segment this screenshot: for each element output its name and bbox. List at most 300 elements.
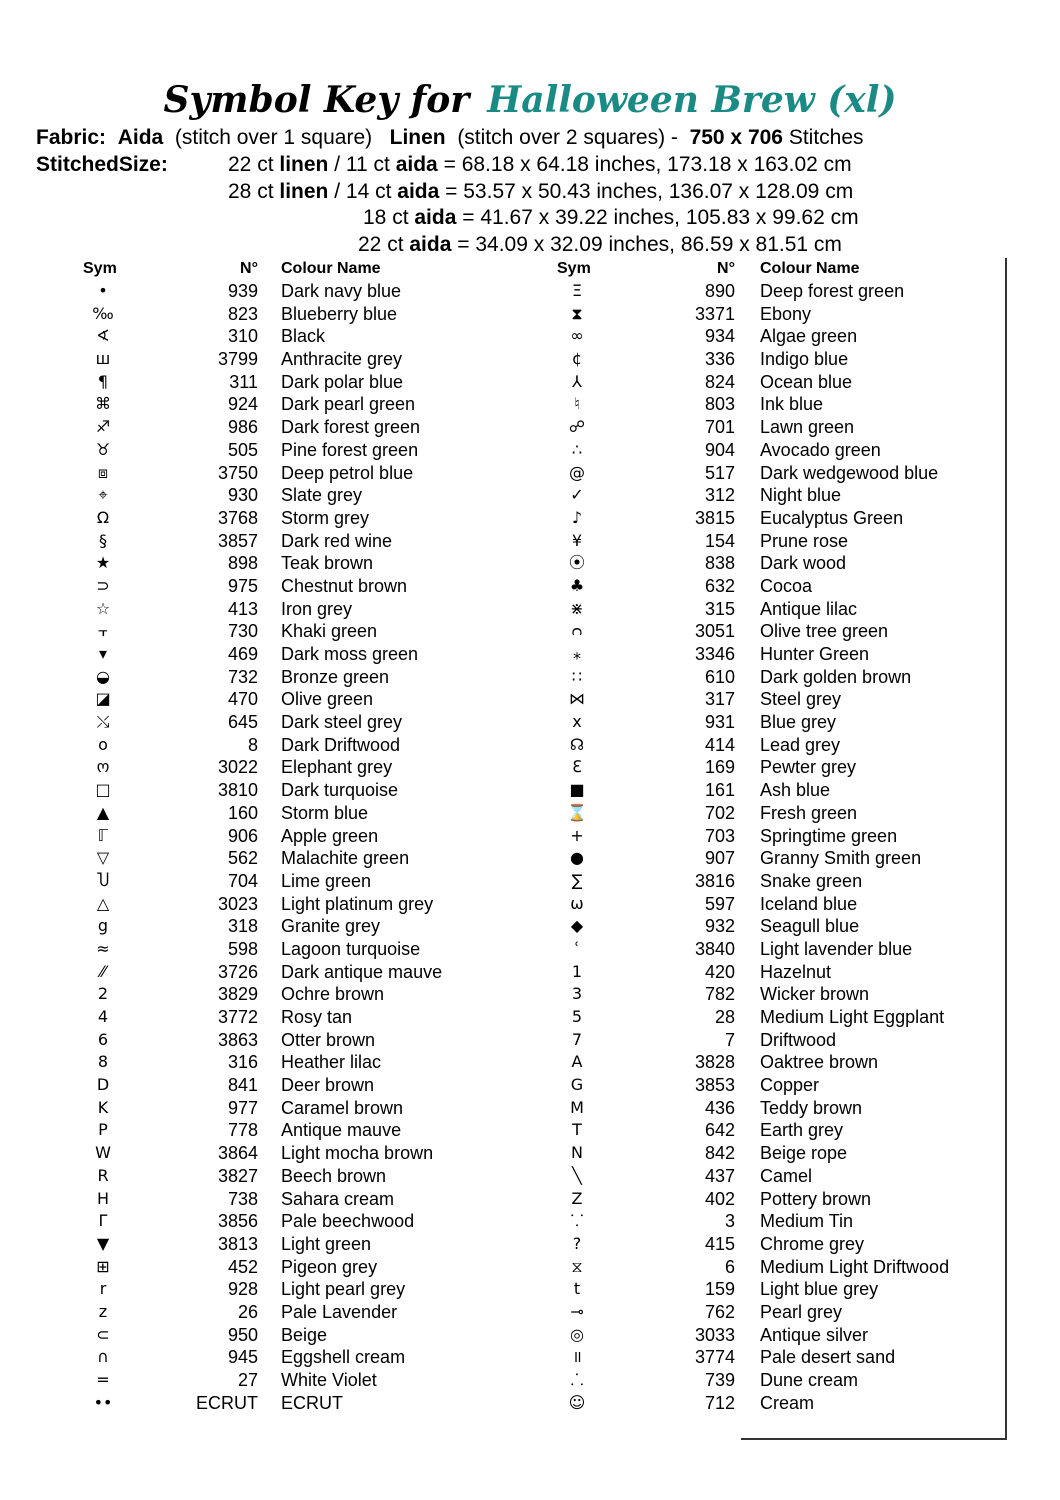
colour-name: Dark golden brown — [760, 666, 912, 687]
size-line-3 — [363, 205, 859, 231]
floss-number: 977 — [227, 1097, 258, 1118]
right-border-line — [1005, 258, 1007, 1440]
colour-name: Blue grey — [760, 712, 837, 733]
symbol-glyph: ⌘ — [95, 394, 111, 414]
symbol-glyph: = — [96, 1370, 110, 1389]
size-ct: 22 ct — [228, 153, 274, 176]
symbol-glyph: ☆ — [95, 598, 111, 618]
symbol-glyph: ▽ — [96, 848, 110, 868]
floss-number: 169 — [704, 757, 735, 778]
colour-name: Medium Light Driftwood — [760, 1256, 950, 1277]
colour-name: Pale beechwood — [281, 1211, 415, 1232]
symbol-glyph: ⦿ — [568, 553, 585, 573]
colour-name: Dark polar blue — [281, 371, 404, 392]
colour-name: Dune cream — [760, 1370, 859, 1390]
floss-number: 27 — [237, 1370, 258, 1390]
colour-name: Light green — [281, 1233, 372, 1254]
page-title — [0, 70, 1060, 130]
floss-number: 762 — [704, 1301, 735, 1322]
symbol-glyph: ∑ — [571, 870, 583, 890]
symbol-glyph: ? — [572, 1233, 582, 1253]
floss-number: 730 — [227, 621, 258, 642]
floss-number: 3051 — [694, 621, 735, 642]
colour-name: Steel grey — [760, 689, 842, 710]
colour-name: Malachite green — [281, 848, 410, 869]
symbol-glyph: ℾ — [97, 825, 109, 845]
floss-number: 3750 — [217, 462, 258, 483]
symbol-glyph: H — [96, 1188, 110, 1208]
colour-name: Heather lilac — [281, 1052, 382, 1073]
colour-name: Dark Driftwood — [281, 734, 401, 755]
symbol-glyph: △ — [96, 893, 110, 913]
symbol-glyph: 8 — [97, 1052, 109, 1072]
colour-name: Beech brown — [281, 1165, 387, 1186]
floss-number: 3033 — [694, 1324, 735, 1345]
size-fabric: linen — [279, 180, 329, 203]
floss-number: 803 — [704, 394, 735, 415]
header-num: N° — [717, 260, 735, 277]
floss-number: 3829 — [217, 984, 258, 1005]
size-ct: 18 ct — [363, 206, 409, 229]
colour-name: Caramel brown — [281, 1097, 404, 1118]
colour-name: Ebony — [760, 303, 812, 324]
symbol-glyph: ‰ — [92, 303, 114, 323]
size-dims: = 53.57 x 50.43 inches, 136.07 x 128.09 cm — [445, 180, 854, 203]
floss-number: 782 — [704, 984, 735, 1005]
floss-number: 316 — [227, 1052, 258, 1073]
size-line-4 — [358, 232, 842, 258]
symbol-glyph: ∷ — [571, 666, 583, 686]
floss-number: 505 — [227, 439, 258, 460]
symbol-glyph: ⁎ — [573, 644, 581, 663]
colour-name: Antique mauve — [281, 1120, 402, 1141]
colour-name: Granny Smith green — [760, 848, 922, 869]
colour-name: Khaki green — [281, 621, 378, 642]
colour-name: Iceland blue — [760, 893, 858, 914]
floss-number: 3772 — [217, 1007, 258, 1027]
symbol-glyph: t — [573, 1279, 581, 1299]
size-line-2 — [228, 179, 853, 205]
colour-name: Seagull blue — [760, 916, 860, 937]
symbol-glyph: 6 — [97, 1029, 109, 1049]
symbol-glyph: ⸪ — [570, 1211, 584, 1231]
floss-number: 712 — [704, 1392, 735, 1413]
floss-number: 436 — [704, 1097, 735, 1118]
colour-name: White Violet — [281, 1370, 377, 1390]
symbol-glyph: ш — [95, 349, 111, 369]
colour-name: Earth grey — [760, 1120, 844, 1141]
colour-name: Ocean blue — [760, 371, 853, 392]
colour-name: Pine forest green — [281, 439, 419, 460]
colour-name: Sahara cream — [281, 1188, 395, 1209]
symbol-glyph: ო — [96, 757, 110, 777]
colour-name: Dark forest green — [281, 417, 421, 438]
symbol-glyph: ¥ — [571, 530, 583, 550]
size-line-1 — [228, 152, 852, 178]
colour-name: Rosy tan — [281, 1007, 353, 1027]
symbol-glyph: ☍ — [568, 417, 586, 437]
symbol-glyph: N — [571, 1143, 583, 1163]
floss-number: 924 — [227, 394, 258, 415]
symbol-glyph: ʿ — [574, 938, 580, 958]
symbol-glyph: ♪ — [571, 507, 583, 527]
floss-number: 402 — [704, 1188, 735, 1209]
colour-name: Medium Tin — [760, 1211, 854, 1232]
symbol-glyph: ● — [570, 848, 584, 868]
symbol-glyph: z — [98, 1301, 108, 1321]
symbol-glyph: @ — [569, 462, 585, 482]
symbol-glyph: 2 — [97, 984, 109, 1004]
floss-number: 932 — [704, 916, 735, 937]
symbol-glyph: D — [96, 1075, 110, 1095]
colour-name: Dark wedgewood blue — [760, 462, 939, 483]
size-fabric: linen — [279, 153, 329, 176]
symbol-glyph: ◎ — [570, 1324, 584, 1344]
floss-number: 823 — [227, 303, 258, 324]
symbol-glyph: ∴ — [571, 439, 583, 459]
symbol-glyph: g — [97, 916, 109, 936]
floss-number: 3815 — [694, 507, 735, 528]
floss-number: 3853 — [694, 1075, 735, 1096]
floss-number: 632 — [704, 575, 735, 596]
header-sym: Sym — [557, 260, 591, 277]
colour-name: Beige — [281, 1324, 328, 1345]
floss-number: 928 — [227, 1279, 258, 1300]
size-fabric: aida — [397, 180, 440, 203]
floss-number: 732 — [227, 666, 258, 687]
floss-number: 738 — [227, 1188, 258, 1209]
colour-name: Chrome grey — [760, 1233, 865, 1254]
symbol-glyph: ▾ — [98, 644, 108, 663]
colour-name: Dark antique mauve — [281, 961, 443, 982]
symbol-glyph: 7 — [571, 1029, 583, 1049]
colour-name: Ash blue — [760, 780, 831, 801]
colour-name: Dark pearl green — [281, 394, 416, 415]
floss-number: 160 — [227, 802, 258, 823]
colour-name: Fresh green — [760, 802, 858, 823]
floss-number: 3371 — [694, 303, 735, 324]
floss-number: 931 — [704, 712, 735, 733]
symbol-glyph: ◆ — [570, 916, 584, 936]
floss-number: 28 — [714, 1007, 735, 1027]
floss-number: 3799 — [217, 349, 258, 370]
floss-number: 704 — [227, 870, 258, 891]
symbol-glyph: ■ — [569, 780, 585, 800]
floss-number: 437 — [704, 1165, 735, 1186]
floss-number: 598 — [227, 938, 258, 959]
stitched-size-label: StitchedSize: — [36, 153, 168, 176]
floss-number: 702 — [704, 802, 735, 823]
colour-name: Hazelnut — [760, 961, 832, 982]
colour-name: Otter brown — [281, 1029, 376, 1050]
symbol-glyph: ⋈ — [569, 689, 585, 709]
symbol-glyph: ᴒ — [571, 621, 583, 641]
symbol-glyph: ¶ — [97, 371, 109, 391]
floss-number: 3827 — [217, 1165, 258, 1186]
size-fabric: aida — [409, 233, 452, 256]
colour-name: Springtime green — [760, 825, 898, 846]
symbol-glyph: ⋇ — [570, 598, 584, 618]
colour-name: Olive green — [281, 689, 374, 710]
title-pattern-name: Halloween Brew (xl) — [487, 79, 897, 121]
size-fabric: aida — [414, 206, 457, 229]
floss-number: 517 — [704, 462, 735, 483]
colour-name: Lagoon turquoise — [281, 938, 421, 959]
symbol-glyph: § — [99, 530, 107, 550]
colour-name: Deer brown — [281, 1075, 375, 1096]
colour-name: Pottery brown — [760, 1188, 872, 1209]
symbol-glyph: ≈ — [96, 938, 110, 958]
floss-number: 26 — [237, 1301, 258, 1322]
colour-name: Pearl grey — [760, 1301, 843, 1322]
floss-number: 3816 — [694, 870, 735, 891]
floss-number: 3022 — [217, 757, 258, 778]
symbol-glyph: ∞ — [570, 326, 584, 346]
floss-number: 415 — [704, 1233, 735, 1254]
colour-name: Copper — [760, 1075, 820, 1096]
colour-name: Dark navy blue — [281, 281, 402, 301]
symbol-glyph: ▲ — [96, 802, 110, 822]
colour-name: Medium Light Eggplant — [760, 1007, 945, 1027]
symbol-glyph: ♮ — [574, 394, 580, 414]
floss-number: 898 — [227, 553, 258, 574]
symbol-glyph: 1 — [571, 961, 583, 981]
symbol-glyph: x — [572, 712, 582, 732]
fabric-aida: Aida — [117, 126, 164, 149]
symbol-glyph: Z — [571, 1188, 583, 1208]
floss-number: 986 — [227, 417, 258, 438]
symbol-glyph: • — [98, 281, 108, 300]
colour-name: Oaktree brown — [760, 1052, 879, 1073]
colour-name: Granite grey — [281, 916, 381, 937]
symbol-glyph: ⊸ — [570, 1301, 584, 1321]
floss-number: 161 — [704, 780, 735, 801]
colour-name: Slate grey — [281, 485, 363, 506]
symbol-glyph: ¢ — [571, 349, 583, 369]
floss-number: 3768 — [217, 507, 258, 528]
floss-number: 939 — [227, 281, 258, 301]
floss-number: 3 — [724, 1211, 735, 1232]
colour-name: Cocoa — [760, 575, 813, 596]
fabric-linen: Linen — [389, 126, 446, 149]
floss-number: ECRUT — [196, 1392, 258, 1413]
bottom-border-line — [741, 1438, 1007, 1440]
symbol-glyph: ⅄ — [572, 371, 582, 391]
symbol-glyph: 3 — [571, 984, 583, 1004]
fabric-aida-note: (stitch over 1 square) — [174, 126, 373, 149]
header-sym: Sym — [83, 260, 117, 277]
stitch-word: Stitches — [788, 126, 864, 149]
size-dims: = 41.67 x 39.22 inches, 105.83 x 99.62 cm — [462, 206, 859, 229]
symbol-glyph: Ⴎ — [96, 870, 110, 890]
symbol-glyph: ⧖ — [571, 1256, 583, 1276]
symbol-glyph: ⌛ — [567, 802, 587, 822]
header-num: N° — [240, 260, 258, 277]
floss-number: 3856 — [217, 1211, 258, 1232]
colour-name: Apple green — [281, 825, 379, 846]
floss-number: 739 — [704, 1370, 735, 1390]
colour-name: Wicker brown — [760, 984, 870, 1005]
colour-name: Pigeon grey — [281, 1256, 378, 1277]
floss-number: 642 — [704, 1120, 735, 1141]
symbol-glyph: ⤯ — [96, 712, 110, 732]
size-dims: = 34.09 x 32.09 inches, 86.59 x 81.51 cm — [457, 233, 842, 256]
colour-name: Light blue grey — [760, 1279, 879, 1300]
floss-number: 452 — [227, 1256, 258, 1277]
floss-number: 310 — [227, 326, 258, 347]
floss-number: 597 — [704, 893, 735, 914]
floss-number: 842 — [704, 1143, 735, 1164]
floss-number: 904 — [704, 439, 735, 460]
colour-name: ECRUT — [281, 1392, 343, 1413]
colour-name: Teddy brown — [760, 1097, 863, 1118]
colour-name: Ochre brown — [281, 984, 385, 1005]
symbol-glyph: ◒ — [96, 666, 110, 686]
symbol-glyph: ★ — [95, 553, 111, 573]
symbol-glyph: ☊ — [569, 734, 585, 754]
colour-name: Deep petrol blue — [281, 462, 414, 483]
colour-name: Avocado green — [760, 439, 881, 460]
floss-number: 3023 — [217, 893, 258, 914]
symbol-glyph: G — [570, 1075, 584, 1095]
floss-number: 703 — [704, 825, 735, 846]
symbol-glyph: 4 — [97, 1007, 109, 1026]
floss-number: 701 — [704, 417, 735, 438]
symbol-glyph: ⊂ — [96, 1324, 110, 1344]
fabric-label: Fabric: — [36, 126, 107, 149]
floss-number: 3810 — [217, 780, 258, 801]
symbol-glyph: o — [98, 734, 108, 754]
floss-number: 610 — [704, 666, 735, 687]
floss-number: 3840 — [694, 938, 735, 959]
floss-number: 841 — [227, 1075, 258, 1096]
symbol-glyph: ⌖ — [98, 485, 108, 505]
symbol-glyph: W — [95, 1143, 111, 1163]
symbol-glyph: ⊞ — [96, 1256, 110, 1276]
floss-number: 3813 — [217, 1233, 258, 1254]
colour-name: Pale desert sand — [760, 1347, 896, 1368]
fabric-line — [36, 125, 864, 151]
floss-number: 838 — [704, 553, 735, 574]
symbol-glyph: ♐ — [95, 417, 111, 437]
colour-name: Bronze green — [281, 666, 390, 687]
symbol-glyph: ∢ — [96, 326, 110, 346]
colour-name: Lead grey — [760, 734, 841, 755]
symbol-glyph: M — [570, 1097, 584, 1117]
header-name: Colour Name — [760, 260, 860, 277]
colour-name: Storm grey — [281, 507, 370, 528]
symbol-glyph: ✓ — [570, 485, 584, 505]
colour-name: Night blue — [760, 485, 842, 506]
symbol-glyph: ▼ — [96, 1233, 110, 1253]
colour-name: Chestnut brown — [281, 575, 408, 596]
floss-number: 7 — [724, 1029, 735, 1050]
symbol-glyph: Ξ — [571, 281, 583, 300]
floss-number: 930 — [227, 485, 258, 506]
title-prefix: Symbol Key for — [163, 79, 470, 121]
symbol-glyph: ℇ — [572, 757, 582, 777]
floss-number: 420 — [704, 961, 735, 982]
symbol-glyph: ω — [570, 893, 584, 913]
symbol-glyph: P — [98, 1120, 108, 1140]
colour-name: Antique lilac — [760, 598, 858, 619]
floss-number: 907 — [704, 848, 735, 869]
floss-number: 159 — [704, 1279, 735, 1300]
colour-name: Deep forest green — [760, 281, 905, 301]
size-fabric: aida — [395, 153, 438, 176]
symbol-glyph: ⧈ — [97, 462, 109, 482]
symbol-glyph: ⧗ — [571, 303, 583, 323]
floss-number: 311 — [229, 371, 258, 392]
colour-name: Antique silver — [760, 1324, 869, 1345]
floss-number: 778 — [227, 1120, 258, 1141]
floss-number: 645 — [227, 712, 258, 733]
colour-name: Iron grey — [281, 598, 353, 619]
symbol-glyph: ॥ — [572, 1347, 582, 1367]
symbol-glyph: ∩ — [97, 1347, 109, 1367]
colour-name: Lawn green — [760, 417, 855, 438]
size-ct: 22 ct — [358, 233, 404, 256]
colour-name: Light mocha brown — [281, 1143, 434, 1164]
floss-number: 317 — [704, 689, 735, 710]
colour-name: Beige rope — [760, 1143, 848, 1164]
floss-number: 8 — [247, 734, 258, 755]
colour-name: Olive tree green — [760, 621, 889, 642]
colour-name: Hunter Green — [760, 644, 870, 664]
symbol-glyph: Γ — [98, 1211, 108, 1231]
colour-name: Pewter grey — [760, 757, 857, 778]
floss-number: 318 — [227, 916, 258, 937]
symbol-glyph: □ — [95, 780, 111, 800]
colour-name: Dark moss green — [281, 644, 419, 664]
size-sep: / 14 ct — [334, 180, 392, 203]
floss-number: 890 — [704, 281, 735, 301]
colour-name: Dark red wine — [281, 530, 393, 551]
symbol-glyph: ⊃ — [96, 575, 110, 595]
colour-name: Driftwood — [760, 1029, 837, 1050]
colour-name: Ink blue — [760, 394, 824, 415]
symbol-glyph: ╲ — [572, 1165, 582, 1185]
header-name: Colour Name — [281, 260, 381, 277]
colour-name: Blueberry blue — [281, 303, 398, 324]
symbol-glyph: ♣ — [569, 575, 585, 595]
colour-name: Cream — [760, 1392, 815, 1413]
colour-name: Light platinum grey — [281, 893, 434, 914]
colour-name: Indigo blue — [760, 349, 849, 370]
fabric-linen-note: (stitch over 2 squares) - — [457, 126, 678, 149]
colour-name: Elephant grey — [281, 757, 393, 778]
floss-number: 315 — [704, 598, 735, 619]
symbol-glyph: ⸫ — [570, 1370, 584, 1389]
stitch-count: 750 x 706 — [689, 126, 783, 149]
symbol-glyph: ♉ — [95, 439, 111, 459]
colour-name: Light lavender blue — [760, 938, 913, 959]
colour-name: Teak brown — [281, 553, 374, 574]
colour-name: Pale Lavender — [281, 1301, 398, 1322]
floss-number: 470 — [227, 689, 258, 710]
colour-name: Anthracite grey — [281, 349, 403, 370]
symbol-glyph: r — [99, 1279, 107, 1299]
colour-name: Dark steel grey — [281, 712, 403, 733]
colour-name: Camel — [760, 1165, 813, 1186]
floss-number: 6 — [724, 1256, 735, 1277]
colour-name: Eggshell cream — [281, 1347, 406, 1368]
colour-name: Dark turquoise — [281, 780, 399, 801]
floss-number: 414 — [704, 734, 735, 755]
colour-name: Prune rose — [760, 530, 849, 551]
symbol-glyph: K — [97, 1097, 109, 1117]
size-ct: 28 ct — [228, 180, 274, 203]
